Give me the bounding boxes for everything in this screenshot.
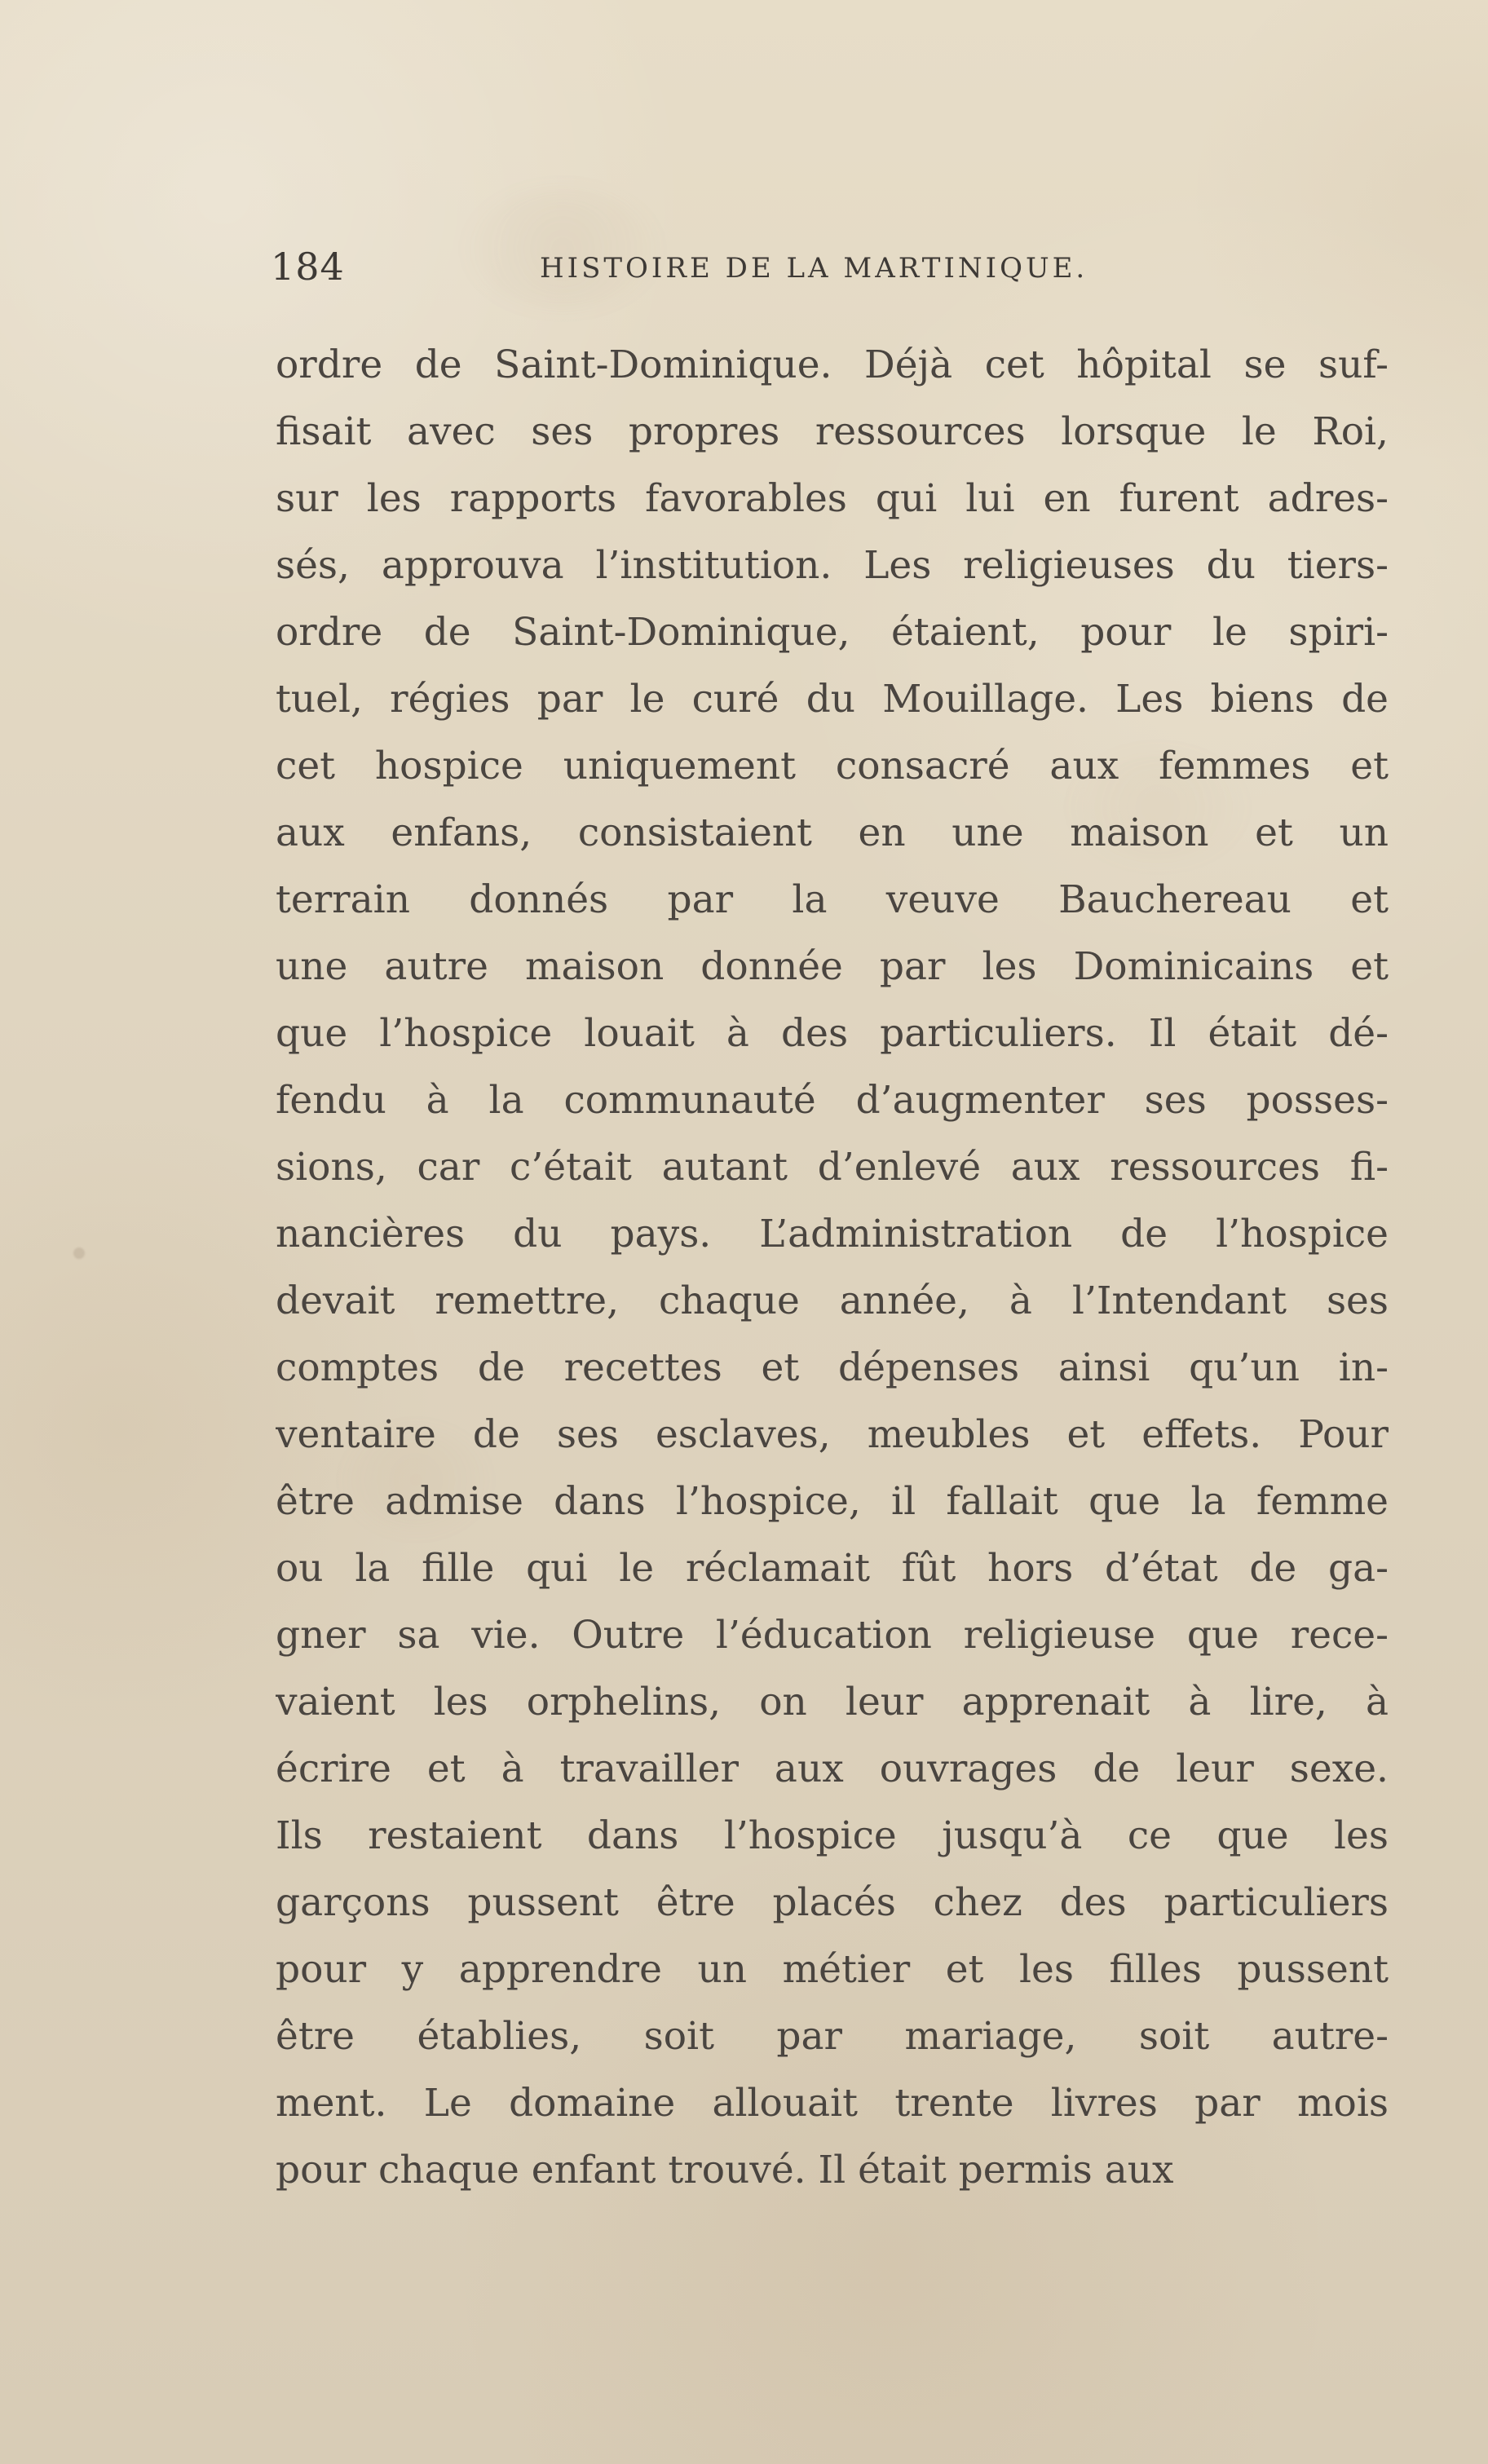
text-line: fisait avec ses propres ressources lorsque le Roi, bbox=[276, 409, 1389, 454]
text-line: sur les rapports favorables qui lui en furent adres- bbox=[276, 476, 1389, 521]
page-header bbox=[271, 245, 1208, 297]
text-line: ventaire de ses esclaves, meubles et effets. Pour bbox=[276, 1412, 1389, 1457]
text-line: pour chaque enfant trouvé. Il était permis aux bbox=[276, 2148, 1174, 2192]
text-line: sés, approuva l’institution. Les religieuses du tiers- bbox=[276, 543, 1389, 588]
text-line: être admise dans l’hospice, il fallait que la femme bbox=[276, 1479, 1389, 1524]
running-head: HISTOIRE DE LA MARTINIQUE. bbox=[540, 252, 1088, 285]
text-line: fendu à la communauté d’augmenter ses posses- bbox=[276, 1078, 1389, 1123]
text-line: que l’hospice louait à des particuliers. Il était dé- bbox=[276, 1011, 1389, 1056]
text-line: vaient les orphelins, on leur apprenait à lire, à bbox=[276, 1680, 1389, 1724]
text-line: ordre de Saint-Dominique. Déjà cet hôpital se suf- bbox=[276, 342, 1389, 387]
text-line: ment. Le domaine allouait trente livres par mois bbox=[276, 2081, 1389, 2126]
text-line: garçons pussent être placés chez des particuliers bbox=[276, 1880, 1389, 1925]
text-line: une autre maison donnée par les Dominicains et bbox=[276, 944, 1389, 989]
text-line: pour y apprendre un métier et les filles pussent bbox=[276, 1947, 1389, 1992]
text-line: devait remettre, chaque année, à l’Intendant ses bbox=[276, 1278, 1389, 1323]
text-line: ou la fille qui le réclamait fût hors d’état de ga- bbox=[276, 1546, 1389, 1591]
text-line: terrain donnés par la veuve Bauchereau et bbox=[276, 877, 1389, 922]
body-text bbox=[276, 332, 1389, 2204]
text-line: être établies, soit par mariage, soit autre- bbox=[276, 2014, 1389, 2059]
text-line: aux enfans, consistaient en une maison et un bbox=[276, 810, 1389, 855]
text-line: Ils restaient dans l’hospice jusqu’à ce que les bbox=[276, 1813, 1389, 1858]
paper-spot bbox=[73, 1247, 85, 1259]
text-line: écrire et à travailler aux ouvrages de leur sexe. bbox=[276, 1746, 1389, 1791]
text-line: nancières du pays. L’administration de l’hospice bbox=[276, 1212, 1389, 1256]
text-line: tuel, régies par le curé du Mouillage. Les biens de bbox=[276, 677, 1389, 722]
page-number: 184 bbox=[271, 245, 345, 289]
text-line: sions, car c’était autant d’enlevé aux ressources fi- bbox=[276, 1145, 1389, 1190]
text-line: gner sa vie. Outre l’éducation religieuse que rece- bbox=[276, 1613, 1389, 1658]
text-line: ordre de Saint-Dominique, étaient, pour le spiri- bbox=[276, 610, 1389, 655]
text-line: comptes de recettes et dépenses ainsi qu’un in- bbox=[276, 1345, 1389, 1390]
text-line: cet hospice uniquement consacré aux femmes et bbox=[276, 744, 1389, 788]
